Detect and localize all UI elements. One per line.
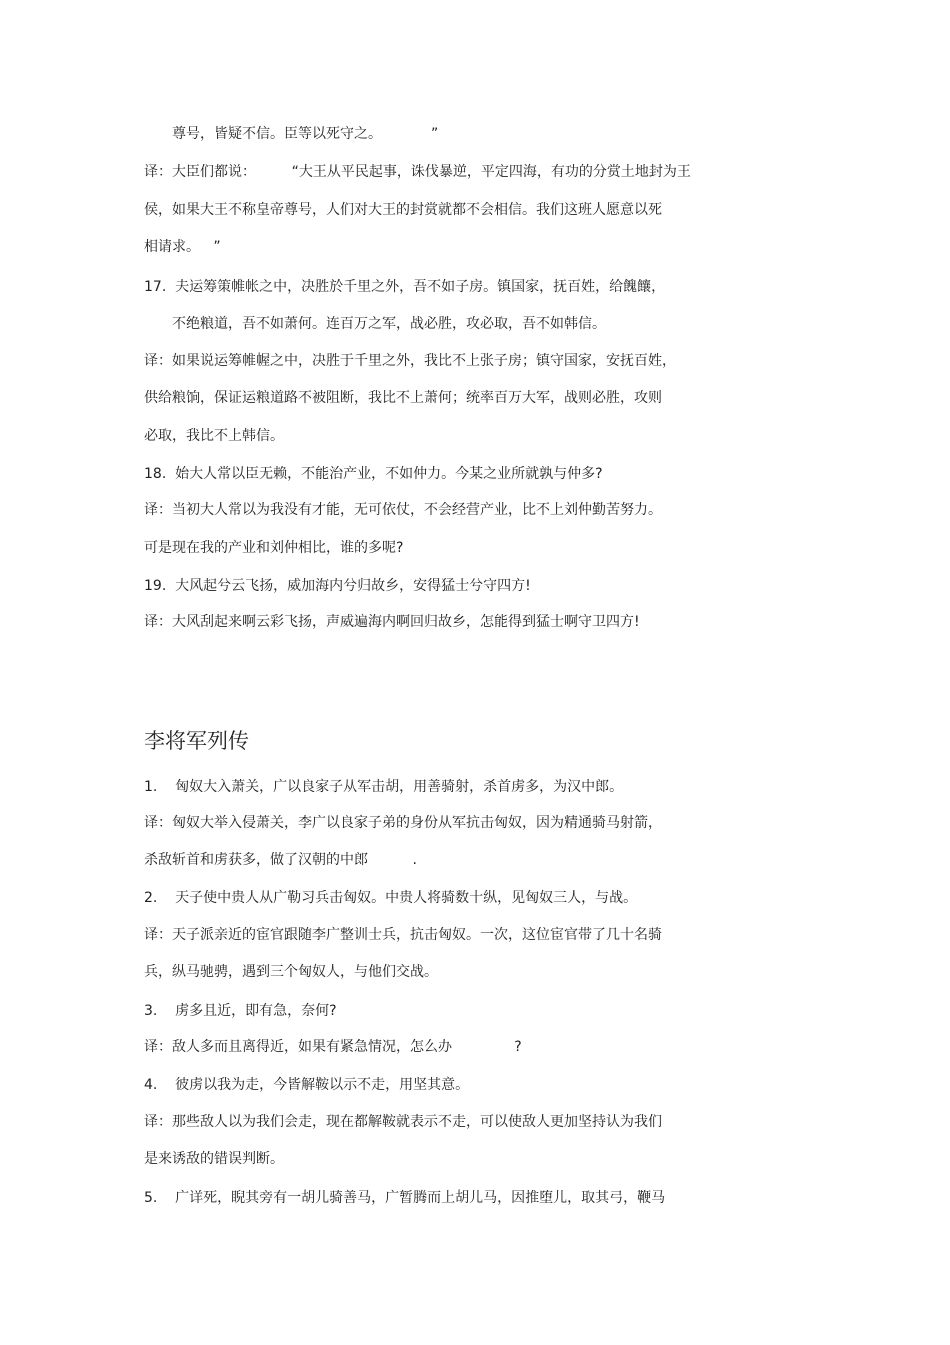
text-line: 杀敌斩首和虏获多，做了汉朝的中郎 .	[144, 852, 417, 868]
text-line: 侯，如果大王不称皇帝尊号，人们对大王的封赏就都不会相信。我们这班人愿意以死	[144, 202, 662, 218]
text-line: 4. 彼虏以我为走，今皆解鞍以示不走，用坚其意。	[144, 1077, 470, 1093]
text-line: 尊号，皆疑不信。臣等以死守之。 ”	[172, 126, 439, 142]
text-line: 可是现在我的产业和刘仲相比，谁的多呢?	[144, 540, 404, 556]
text-line: 译：当初大人常以为我没有才能，无可依仗，不会经营产业，比不上刘仲勤苦努力。	[144, 502, 662, 518]
text-line: 译：如果说运筹帷幄之中，决胜于千里之外，我比不上张子房；镇守国家，安抚百姓，	[144, 353, 676, 369]
text-line: 必取，我比不上韩信。	[144, 428, 284, 444]
text-line: 译：大臣们都说： “大王从平民起事，诛伐暴逆，平定四海，有功的分赏土地封为王	[144, 164, 691, 180]
text-line: 相请求。 ”	[144, 239, 221, 255]
text-line: 不绝粮道，吾不如萧何。连百万之军，战必胜，攻必取，吾不如韩信。	[172, 316, 606, 332]
text-line: 2. 天子使中贵人从广勒习兵击匈奴。中贵人将骑数十纵，见匈奴三人，与战。	[144, 890, 638, 906]
text-line: 5. 广详死，睨其旁有一胡儿骑善马，广暂腾而上胡儿马，因推堕儿，取其弓，鞭马	[144, 1190, 666, 1206]
text-line: 19. 大风起兮云飞扬，威加海内兮归故乡，安得猛士兮守四方!	[144, 578, 531, 594]
text-line: 译：大风刮起来啊云彩飞扬，声威遍海内啊回归故乡，怎能得到猛士啊守卫四方!	[144, 614, 640, 630]
text-line: 18. 始大人常以臣无赖，不能治产业，不如仲力。今某之业所就孰与仲多?	[144, 466, 603, 482]
text-line: 是来诱敌的错误判断。	[144, 1151, 284, 1167]
text-line: 3. 虏多且近，即有急，奈何?	[144, 1003, 337, 1019]
text-line: 译：那些敌人以为我们会走，现在都解鞍就表示不走，可以使敌人更加坚持认为我们	[144, 1114, 662, 1130]
text-line: 1. 匈奴大入萧关，广以良家子从军击胡，用善骑射，杀首虏多，为汉中郎。	[144, 779, 624, 795]
text-line: 17. 夫运筹策帷帐之中，决胜於千里之外，吾不如子房。镇国家，抚百姓，给餽饟，	[144, 279, 666, 295]
text-line: 译：天子派亲近的宦官跟随李广整训士兵，抗击匈奴。一次，这位宦官带了几十名骑	[144, 927, 662, 943]
section-title: 李将军列传	[144, 729, 249, 753]
text-line: 译：匈奴大举入侵萧关，李广以良家子弟的身份从军抗击匈奴，因为精通骑马射箭，	[144, 815, 662, 831]
text-line: 供给粮饷，保证运粮道路不被阻断，我比不上萧何；统率百万大军，战则必胜，攻则	[144, 390, 662, 406]
text-line: 兵，纵马驰骋，遇到三个匈奴人，与他们交战。	[144, 964, 438, 980]
text-line: 译：敌人多而且离得近，如果有紧急情况，怎么办 ?	[144, 1039, 522, 1055]
